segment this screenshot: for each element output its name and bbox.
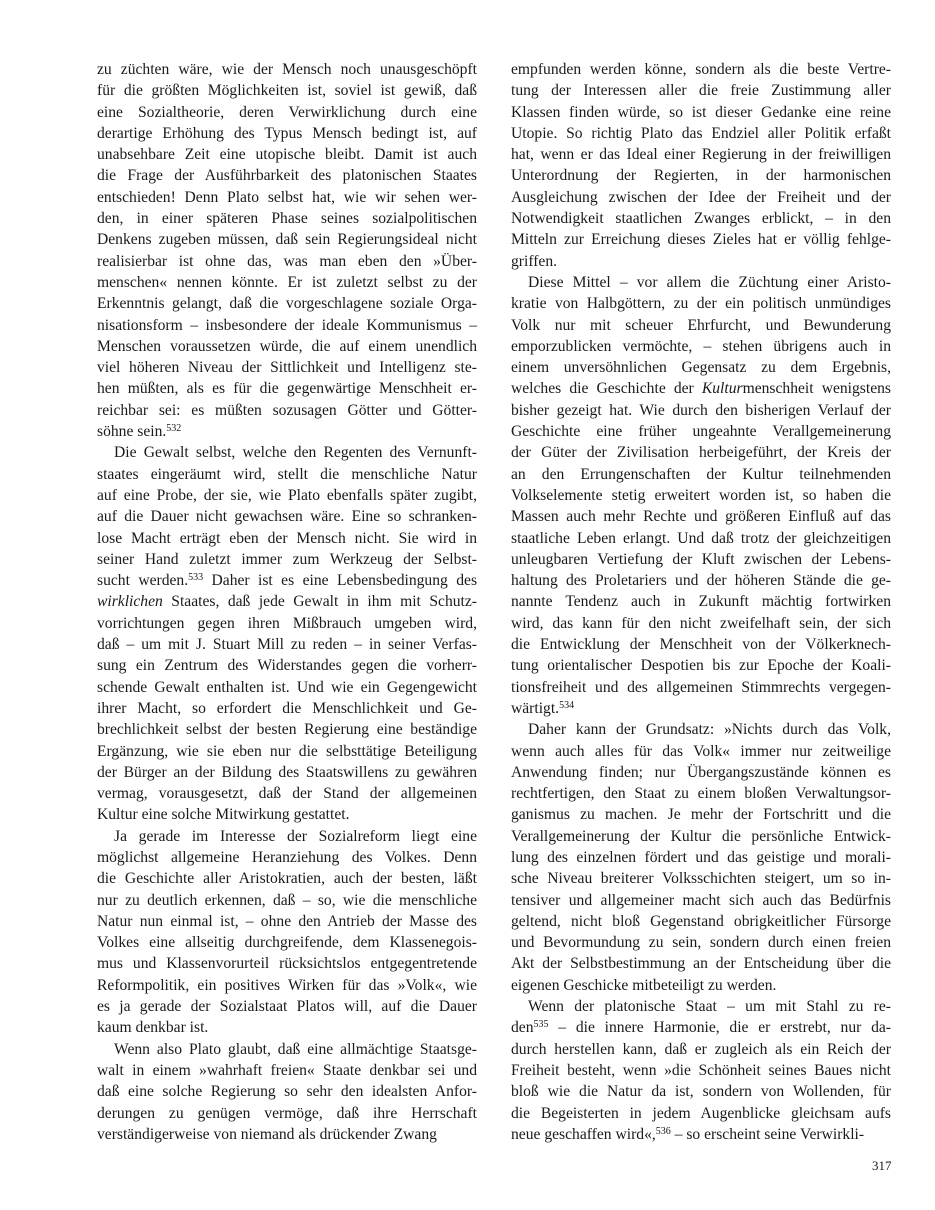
text-line: walt in einem »wahrhaft freien« Staate denkbar sei und <box>97 1061 477 1079</box>
text-line: eigenen Geschicke mitbeteiligt zu werden. <box>511 976 777 994</box>
text-line: Massen auch mehr Rechte und größeren Einfluß auf das <box>511 508 891 526</box>
text-line: Kultur eine solche Mitwirkung gestattet. <box>97 806 350 824</box>
text-line: wärtigt.$^{534}$ <box>511 699 575 717</box>
text-line: der Güter der Zivilisation herbeigeführt, der Kreis der <box>511 444 891 462</box>
text-line: Geschichte eine früher ungeahnte Verallgemeinerung <box>511 423 891 441</box>
text-line: Volkselemente stetig erweitert worden ist, so haben die <box>511 486 891 504</box>
text-line: Volkes eine allseitig durchgreifende, dem Klassenegois- <box>97 934 477 952</box>
text-line: seiner Hand zuletzt immer zum Werkzeug der Selbst- <box>97 550 477 568</box>
text-line: die Geschichte aller Aristokratien, auch der besten, läßt <box>97 870 477 888</box>
text-line: Natur nun einmal ist, – ohne den Antrieb der Masse des <box>97 912 477 930</box>
paragraph <box>97 59 477 442</box>
text-line: wirklichen Staates, daß jede Gewalt in ihm mit Schutz- <box>97 593 477 611</box>
text-line: derartige Erhöhung des Typus Mensch bedingt ist, auf <box>97 124 477 142</box>
text-line: söhne sein.$^{532}$ <box>97 423 182 441</box>
text-line: die Entwicklung der Menschheit von der Völkerknech- <box>511 636 891 654</box>
text-line: Notwendigkeit staatlichen Zwanges erblickt, – in den <box>511 210 891 228</box>
text-line: und Bevormundung zu sein, sondern durch einen freien <box>511 934 891 952</box>
text-line: tung der Interessen aller die freie Zustimmung aller <box>511 82 891 100</box>
text-line: für die größten Möglichkeiten ist, soviel ist gewiß, daß <box>97 82 477 100</box>
text-line: viel höheren Niveau der Sittlichkeit und Intelligenz ste- <box>97 359 477 377</box>
text-line: tionsfreiheit und des allgemeinen Stimmrechts vergegen- <box>511 678 891 696</box>
text-line: verständigerweise von niemand als drückender Zwang <box>97 1125 437 1143</box>
text-line: den, in einer späteren Phase seines sozialpolitischen <box>97 210 477 228</box>
text-line: menschen« nennen könnte. Er ist zuletzt selbst zu der <box>97 273 477 291</box>
text-line: mus und Klassenvorurteil rücksichtslos entgegentretende <box>97 955 477 973</box>
text-line: haltung des Proletariers und der höheren Stände die ge- <box>511 572 891 590</box>
text-line: Reformpolitik, ein positives Wirken für das »Volk«, wie <box>97 976 477 994</box>
text-line: Erkenntnis gelangt, daß die vorgeschlagene soziale Orga- <box>97 295 477 313</box>
footnote-ref[interactable]: 535 <box>533 1019 549 1031</box>
text-line: auf eine Probe, der sie, wie Plato ebenfalls später zugibt, <box>97 486 477 504</box>
text-line: Ergänzung, wie sie eben nur die selbsttätige Beteiligung <box>97 742 477 760</box>
text-line: Diese Mittel – vor allem die Züchtung einer Aristo- <box>528 273 891 291</box>
text-line: ganismus zu machen. Je mehr der Fortschritt und die <box>511 806 891 824</box>
text-line: Anwendung finden; nur Übergangszustände können es <box>511 763 891 781</box>
emphasis: Kultur <box>701 380 743 398</box>
text-line: lung des einzelnen fördert und das geistige und morali- <box>511 848 891 866</box>
paragraph <box>97 442 477 825</box>
right-column <box>511 59 891 1145</box>
text-line: an den Errungenschaften der Kultur teilnehmenden <box>511 465 891 483</box>
text-line: nur zu deutlich erkennen, daß – so, wie die menschliche <box>97 891 477 909</box>
text-line: Akt der Selbstbestimmung an der Entscheidung über die <box>511 955 891 973</box>
text-line: die Begeisterten in jedem Augenblicke gleichsam aufs <box>511 1104 891 1122</box>
text-line: die Frage der Ausführbarkeit des platonischen Staates <box>97 167 477 185</box>
page-number: 317 <box>872 1158 892 1173</box>
text-line: Denkens zugeben müssen, daß sein Regierungsideal nicht <box>97 231 477 249</box>
text-line: bisher gezeigt hat. Wie durch den bisherigen Verlauf der <box>511 401 891 419</box>
footnote-ref[interactable]: 534 <box>559 699 575 711</box>
text-line: bloß wie die Natur da ist, sondern von Wollenden, für <box>511 1083 891 1101</box>
text-line: Ausgleichung zwischen der Idee der Freiheit und der <box>511 188 891 206</box>
text-line: den$^{535}$ – die innere Harmonie, die er erstrebt, nur da- <box>511 1019 891 1037</box>
paragraph <box>511 59 891 272</box>
text-line: realisierbar ist ohne das, was man eben den »Über- <box>97 252 477 270</box>
text-line: schende Gewalt enthalten ist. Und wie ein Gegengewicht <box>97 678 477 696</box>
text-line: sucht werden.$^{533}$ Daher ist es eine Lebensbedingung des <box>97 572 478 590</box>
text-line: Wenn also Plato glaubt, daß eine allmächtige Staatsge- <box>114 1040 477 1058</box>
text-line: daß – um mit J. Stuart Mill zu reden – in seiner Verfas- <box>97 636 477 654</box>
text-line: durch herstellen kann, daß er zugleich als ein Reich der <box>511 1040 891 1058</box>
text-line: Wenn der platonische Staat – um mit Stahl zu re- <box>528 998 891 1016</box>
text-line: hat, wenn er das Ideal einer Regierung in der freiwilligen <box>511 146 891 164</box>
paragraph <box>511 272 891 719</box>
text-line: Mitteln zur Erreichung dieses Zieles hat er völlig fehlge- <box>511 231 891 249</box>
footnote-ref[interactable]: 532 <box>166 423 182 435</box>
text-line: Volk nur mit scheuer Ehrfurcht, und Bewunderung <box>511 316 891 334</box>
text-line: unleugbaren Vertiefung der Kluft zwischen der Lebens- <box>511 550 891 568</box>
text-line: zu züchten wäre, wie der Mensch noch unausgeschöpft <box>97 61 477 78</box>
text-line: rechtfertigen, den Staat zu einem bloßen Verwaltungsor- <box>511 785 891 803</box>
text-line: griffen. <box>511 252 558 270</box>
emphasis: wirklichen <box>97 593 163 611</box>
text-line: Die Gewalt selbst, welche den Regenten des Vernunft- <box>114 444 477 462</box>
text-line: nisationsform – insbesondere der ideale Kommunismus – <box>97 316 477 334</box>
text-line: empfunden werden könne, sondern als die beste Vertre- <box>511 61 891 78</box>
text-line: emporzublicken vermöchte, – stehen übrigens auch in <box>511 337 891 355</box>
text-line: neue geschaffen wird«,$^{536}$ – so erscheint seine Verwirkli- <box>511 1125 865 1143</box>
text-line: hen müßten, als es für die gegenwärtige Menschheit er- <box>97 380 477 398</box>
text-line: auf die Dauer nicht gewachsen wäre. Eine so schranken- <box>97 508 477 526</box>
text-line: brechlichkeit selbst der besten Regierung eine beständige <box>97 721 477 739</box>
text-line: Ja gerade im Interesse der Sozialreform liegt eine <box>114 827 477 845</box>
text-line: möglichst allgemeine Heranziehung des Volkes. Denn <box>97 848 477 866</box>
paragraph <box>97 826 477 1039</box>
text-line: es ja gerade der Sozialstaat Platos will, auf die Dauer <box>97 998 477 1016</box>
text-line: kaum denkbar ist. <box>97 1019 209 1037</box>
text-line: sche Niveau breiterer Volksschichten steigert, um so in- <box>511 870 891 888</box>
text-line: unabsehbare Zeit eine utopische bleibt. Damit ist auch <box>97 146 477 164</box>
text-line: reichbar sei: es müßten sozusagen Götter und Götter- <box>97 401 477 419</box>
paragraph <box>511 719 891 996</box>
text-line: Daher kann der Grundsatz: »Nichts durch das Volk, <box>528 721 891 739</box>
left-column <box>97 59 477 1145</box>
paragraph <box>511 996 891 1145</box>
text-line: Unterordnung der Regierten, in der harmonischen <box>511 167 891 185</box>
paragraph <box>97 1039 477 1145</box>
text-line: Utopie. So richtig Plato das Endziel aller Politik erfaßt <box>511 124 891 142</box>
text-line: einem unversöhnlichen Gegensatz zu dem Ergebnis, <box>511 359 891 377</box>
text-line: sung ein Zentrum des Widerstandes gegen die vorherr- <box>97 657 477 675</box>
text-line: staatliche Leben erlangt. Und daß trotz der gleichzeitigen <box>511 529 891 547</box>
text-line: wird, das kann für den nicht zweifelhaft sein, der sich <box>511 614 891 632</box>
text-line: Verallgemeinerung der Kultur die persönliche Entwick- <box>511 827 891 845</box>
footnote-ref[interactable]: 533 <box>188 572 204 584</box>
text-line: eine Sozialtheorie, deren Verwirklichung durch eine <box>97 103 477 121</box>
text-line: kratie von Halbgöttern, zu der ein politisch unmündiges <box>511 295 891 313</box>
text-line: Klassen finden würde, so ist dieser Gedanke eine reine <box>511 103 891 121</box>
text-line: Menschen voraussetzen würde, die auf einem unendlich <box>97 337 477 355</box>
text-line: der Bürger an der Bildung des Staatswillens zu gewähren <box>97 763 477 781</box>
text-line: nannte Tendenz auch in Zukunft mächtig fortwirken <box>511 593 891 611</box>
text-line: tensiver und allgemeiner macht sich auch das Bedürfnis <box>511 891 891 909</box>
text-line: staates eingeräumt wird, stellt die menschliche Natur <box>97 465 477 483</box>
text-line: wenn auch alles für das Volk« immer nur zeitweilige <box>511 742 891 760</box>
text-line: Freiheit besteht, wenn »die Schönheit seines Baues nicht <box>511 1061 891 1079</box>
text-line: lose Macht erträgt eben der Mensch nicht. Sie wird in <box>97 529 477 547</box>
footnote-ref[interactable]: 536 <box>655 1125 671 1137</box>
text-line: ihrer Macht, so erfordert die Menschlichkeit und Ge- <box>97 699 477 717</box>
text-line: derungen zu genügen vermöge, daß ihre Herrschaft <box>97 1104 477 1122</box>
text-line: welches die Geschichte der Kulturmenschheit wenigstens <box>511 380 891 398</box>
text-line: geltend, nicht bloß Gegenstand obrigkeitlicher Fürsorge <box>511 912 891 930</box>
text-line: vermag, vorausgesetzt, daß der Stand der allgemeinen <box>97 785 477 803</box>
text-line: tung orientalischer Despotien bis zur Epoche der Koali- <box>511 657 891 675</box>
text-line: daß eine solche Regierung so sehr den idealsten Anfor- <box>97 1083 477 1101</box>
text-line: entschieden! Denn Plato selbst hat, wie wir sehen wer- <box>97 188 477 206</box>
text-line: vorrichtungen gegen ihren Mißbrauch umgeben wird, <box>97 614 477 632</box>
